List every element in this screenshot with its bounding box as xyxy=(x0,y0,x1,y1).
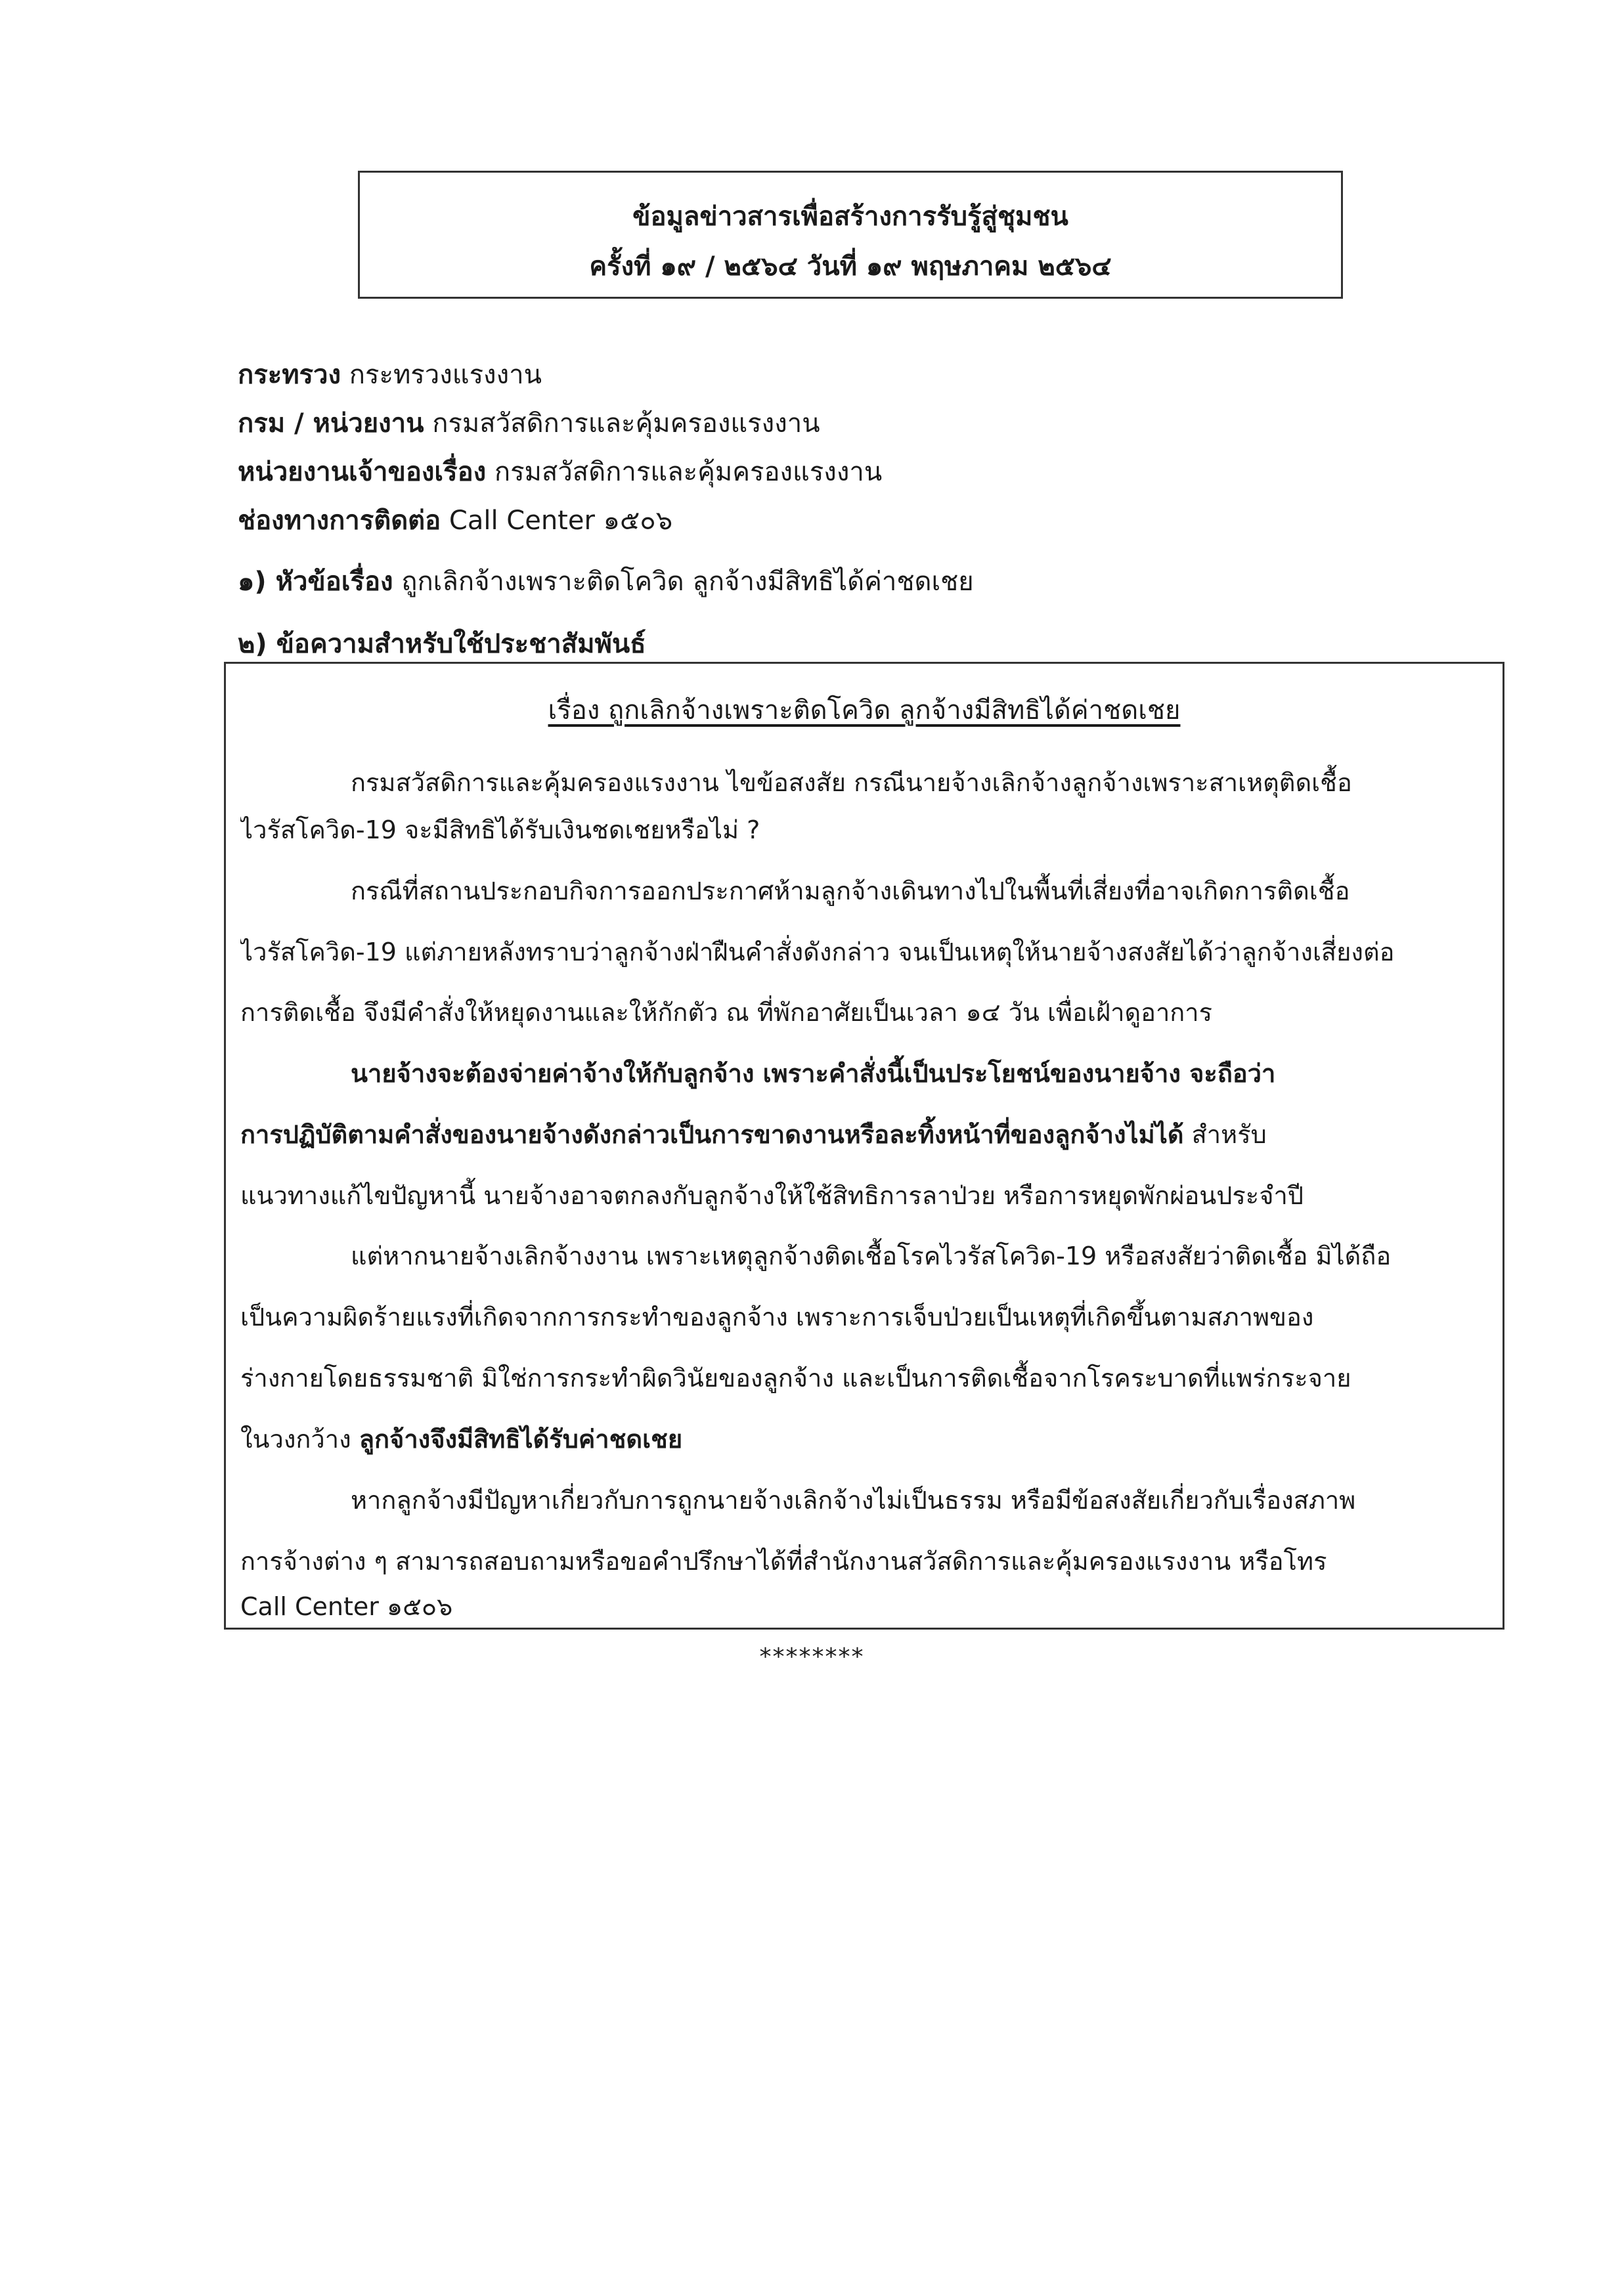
paragraph-line: กรมสวัสดิการและคุ้มครองแรงงาน ไขข้อสงสัย กรณีนายจ้างเลิกจ้างลูกจ้างเพราะสาเหตุติดเชื้อ xyxy=(351,768,1352,797)
plain-text: สำหรับ xyxy=(1191,1120,1267,1149)
paragraph-line xyxy=(240,1419,1488,1459)
section-pr-heading xyxy=(238,622,646,664)
paragraph-line: แนวทางแก้ไขปัญหานี้ นายจ้างอาจตกลงกับลูกจ้างให้ใช้สิทธิการลาป่วย หรือการหยุดพักผ่อนประจำปี xyxy=(240,1181,1304,1210)
owner-value: กรมสวัสดิการและคุ้มครองแรงงาน xyxy=(494,457,883,487)
ministry-label: กระทรวง xyxy=(238,360,341,390)
paragraph-line xyxy=(240,1114,1488,1154)
bold-text: การปฏิบัติตามคำสั่งของนายจ้างดังกล่าวเป็นการขาดงานหรือละทิ้งหน้าที่ของลูกจ้างไม่ได้ xyxy=(240,1120,1184,1149)
header-box xyxy=(358,171,1343,299)
owner-label: หน่วยงานเจ้าของเรื่อง xyxy=(238,457,487,487)
department-row xyxy=(238,402,820,444)
paragraph-line: กรณีที่สถานประกอบกิจการออกประกาศห้ามลูกจ้างเดินทางไปในพื้นที่เสี่ยงที่อาจเกิดการติดเชื้อ xyxy=(351,877,1350,905)
press-release-box xyxy=(224,662,1504,1630)
paragraph-line: ร่างกายโดยธรรมชาติ มิใช่การกระทำผิดวินัยของลูกจ้าง และเป็นการติดเชื้อจากโรคระบาดที่แพร่กระจาย xyxy=(240,1364,1351,1393)
section-topic-label: ๑) หัวข้อเรื่อง xyxy=(238,567,393,597)
contact-label: ช่องทางการติดต่อ xyxy=(238,506,441,536)
document-title: ข้อมูลข่าวสารเพื่อสร้างการรับรู้สู่ชุมชน xyxy=(632,202,1068,232)
paragraph-line: แต่หากนายจ้างเลิกจ้างงาน เพราะเหตุลูกจ้างติดเชื้อโรคไวรัสโควิด-19 หรือสงสัยว่าติดเชื้อ มิได้ถือ xyxy=(351,1242,1392,1270)
contact-value: Call Center ๑๕๐๖ xyxy=(449,506,673,536)
bold-text: ลูกจ้างจึงมีสิทธิได้รับค่าชดเชย xyxy=(359,1425,683,1454)
department-value: กรมสวัสดิการและคุ้มครองแรงงาน xyxy=(432,408,820,439)
paragraph-line: การจ้างต่าง ๆ สามารถสอบถามหรือขอคำปรึกษาได้ที่สำนักงานสวัสดิการและคุ้มครองแรงงาน หรือโทร xyxy=(240,1547,1327,1576)
paragraph-line: เป็นความผิดร้ายแรงที่เกิดจากการกระทำของลูกจ้าง เพราะการเจ็บป่วยเป็นเหตุที่เกิดขึ้นตามสภาพของ xyxy=(240,1303,1314,1332)
department-label: กรม / หน่วยงาน xyxy=(238,408,424,439)
paragraph-line: ไวรัสโควิด-19 จะมีสิทธิได้รับเงินชดเชยหรือไม่ ? xyxy=(240,815,760,844)
end-marker: ******** xyxy=(759,1643,865,1670)
plain-text: ในวงกว้าง xyxy=(240,1425,351,1454)
paragraph-line: การติดเชื้อ จึงมีคำสั่งให้หยุดงานและให้กักตัว ณ ที่พักอาศัยเป็นเวลา ๑๔ วัน เพื่อเฝ้าดูอาการ xyxy=(240,998,1213,1027)
issue-info: ครั้งที่ ๑๙ / ๒๕๖๔ วันที่ ๑๙ พฤษภาคม ๒๕๖๔ xyxy=(589,251,1112,282)
paragraph-line: ไวรัสโควิด-19 แต่ภายหลังทราบว่าลูกจ้างฝ่าฝืนคำสั่งดังกล่าว จนเป็นเหตุให้นายจ้างสงสัยได้ว่าลูกจ้างเสี่ยงต่อ xyxy=(240,938,1395,966)
contact-row xyxy=(238,499,672,541)
section-pr-label: ๒) ข้อความสำหรับใช้ประชาสัมพันธ์ xyxy=(238,629,646,659)
ministry-value: กระทรวงแรงงาน xyxy=(349,360,542,390)
paragraph-line-bold: นายจ้างจะต้องจ่ายค่าจ้างให้กับลูกจ้าง เพราะคำสั่งนี้เป็นประโยชน์ของนายจ้าง จะถือว่า xyxy=(351,1059,1276,1088)
paragraph-line: หากลูกจ้างมีปัญหาเกี่ยวกับการถูกนายจ้างเลิกจ้างไม่เป็นธรรม หรือมีข้อสงสัยเกี่ยวกับเรื่องสภาพ xyxy=(351,1486,1356,1515)
owner-row xyxy=(238,450,882,492)
press-release-title-text: เรื่อง ถูกเลิกจ้างเพราะติดโควิด ลูกจ้างมีสิทธิได้ค่าชดเชย xyxy=(548,695,1181,726)
ministry-row xyxy=(238,353,542,395)
section-topic xyxy=(238,560,974,602)
press-release-title xyxy=(226,689,1503,731)
paragraph-line: Call Center ๑๕๐๖ xyxy=(240,1592,453,1621)
section-topic-value: ถูกเลิกจ้างเพราะติดโควิด ลูกจ้างมีสิทธิได้ค่าชดเชย xyxy=(401,567,974,597)
